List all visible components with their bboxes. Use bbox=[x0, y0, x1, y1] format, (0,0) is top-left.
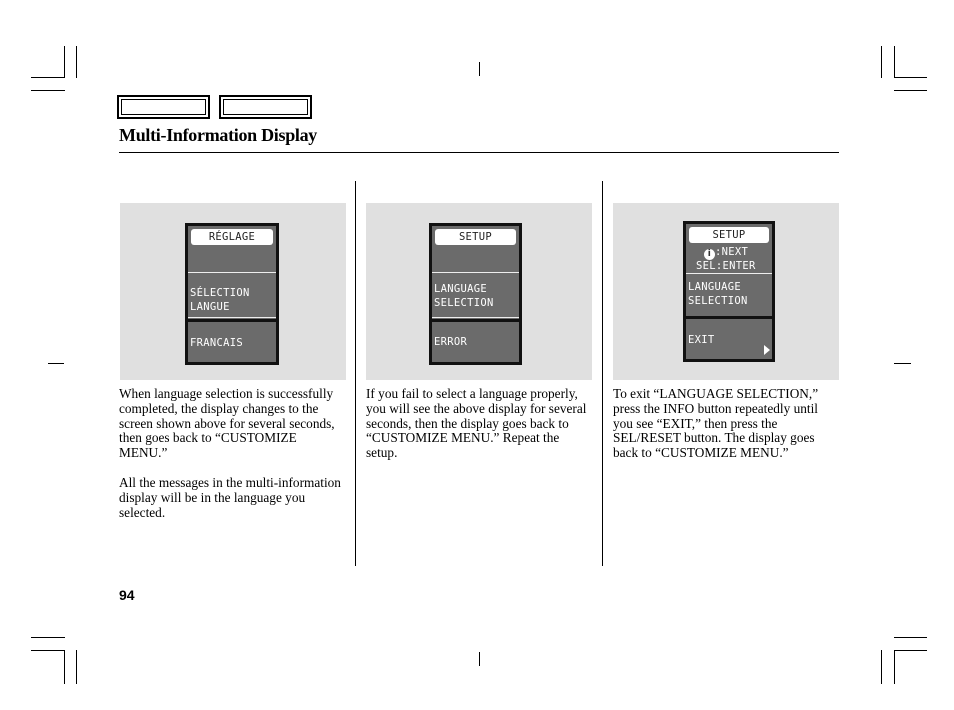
screen-item-line2: SELECTION bbox=[434, 297, 494, 309]
paragraph: All the messages in the multi-information display will be in the language you selected. bbox=[119, 474, 341, 520]
body-text-1 bbox=[119, 387, 345, 535]
info-circle-icon: i bbox=[704, 249, 715, 260]
screen-header: RÉGLAGE bbox=[191, 229, 273, 245]
screen-hint-line1 bbox=[704, 245, 748, 260]
display-screen-2 bbox=[429, 223, 522, 365]
header-tab-1 bbox=[117, 95, 210, 119]
screen-value: ERROR bbox=[434, 336, 468, 348]
display-screen-1 bbox=[185, 223, 279, 365]
display-screen-3 bbox=[683, 221, 775, 362]
screen-separator bbox=[188, 317, 276, 318]
screen-separator bbox=[686, 273, 772, 274]
page-title: Multi-Information Display bbox=[119, 125, 318, 145]
screen-band bbox=[432, 319, 519, 322]
figure-panel-2 bbox=[366, 203, 592, 380]
screen-item-line1: SÉLECTION bbox=[190, 287, 250, 299]
body-text-3 bbox=[613, 387, 839, 476]
screen-separator bbox=[432, 317, 519, 318]
column-divider-1 bbox=[355, 181, 356, 566]
paragraph: To exit “LANGUAGE SELECTION,” press the INFO button repeatedly until you see “EXIT,” then press the SEL/RESET button. The display goes back to “CUSTOMIZE MENU.” bbox=[613, 386, 819, 461]
screen-header: SETUP bbox=[689, 227, 769, 243]
paragraph: If you fail to select a language properly, you will see the above display for several seconds, then the display goes back to “CUSTOMIZE MENU.” Repeat the setup. bbox=[366, 386, 587, 461]
screen-band bbox=[188, 319, 276, 322]
screen-value: EXIT bbox=[688, 334, 715, 346]
screen-value: FRANCAIS bbox=[190, 337, 243, 349]
screen-item-line1: LANGUAGE bbox=[434, 283, 487, 295]
figure-panel-3 bbox=[613, 203, 839, 380]
screen-band bbox=[686, 316, 772, 319]
screen-item-line2: SELECTION bbox=[688, 295, 748, 307]
figure-panel-1 bbox=[120, 203, 346, 380]
paragraph: When language selection is successfully completed, the display changes to the screen shown above for several seconds, then goes back to “CUSTOMIZE MENU.” bbox=[119, 386, 335, 461]
screen-item-line2: LANGUE bbox=[190, 301, 230, 313]
header-tab-2 bbox=[219, 95, 312, 119]
right-triangle-icon bbox=[764, 345, 770, 355]
hint-next-text: :NEXT bbox=[715, 246, 749, 258]
screen-separator bbox=[432, 272, 519, 273]
title-rule bbox=[119, 152, 839, 153]
screen-item-line1: LANGUAGE bbox=[688, 281, 741, 293]
body-text-2 bbox=[366, 387, 592, 476]
page-number: 94 bbox=[119, 587, 135, 603]
screen-hint-line2: SEL:ENTER bbox=[696, 260, 756, 272]
column-divider-2 bbox=[602, 181, 603, 566]
screen-header: SETUP bbox=[435, 229, 516, 245]
screen-separator bbox=[188, 272, 276, 273]
